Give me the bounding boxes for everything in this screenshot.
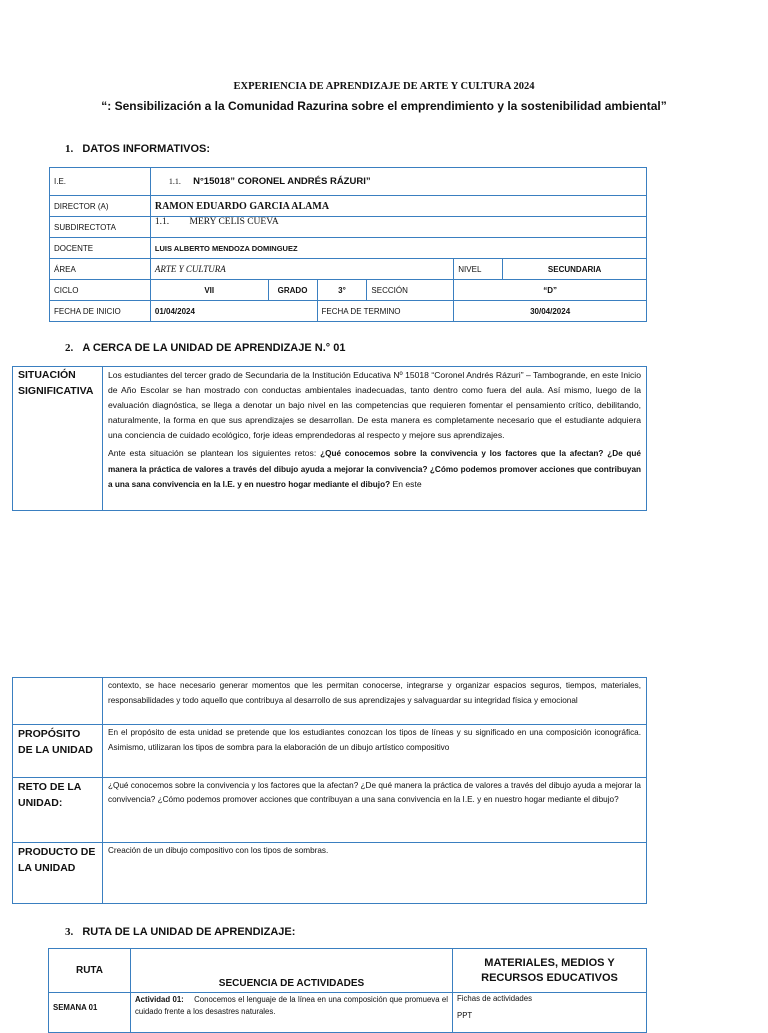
situacion-paragraph-2: Ante esta situación se plantean los siguientes retos: ¿Qué conocemos sobre la convivencia y los factores que la afectan? ¿De qué manera la práctica de valores a través del dibujo ayuda a mejorar la convivencia? ¿Cómo podemos promover acciones que contribuyan a una sana convivencia en la I.E. y en nuestro hogar mediante el dibujo? En este bbox=[108, 448, 641, 489]
actividad-01-label: Actividad 01: bbox=[135, 995, 184, 1004]
section-1-title: DATOS INFORMATIVOS: bbox=[82, 143, 211, 155]
situacion-table bbox=[12, 366, 647, 511]
producto-text: Creación de un dibujo compositivo con los tipos de sombras. bbox=[103, 843, 647, 904]
ciclo-label: CICLO bbox=[50, 280, 151, 301]
actividad-01-text: Conocemos el lenguaje de la línea en una composición que promueva el cuidado frente a los desastres naturales. bbox=[135, 995, 448, 1016]
grado-value: 3° bbox=[317, 280, 367, 301]
material-fichas: Fichas de actividades bbox=[457, 994, 532, 1003]
section-2-title: A CERCA DE LA UNIDAD DE APRENDIZAJE N.° 01 bbox=[82, 342, 346, 354]
datos-informativos-table bbox=[49, 167, 647, 322]
actividad-01-cell bbox=[131, 993, 453, 1033]
section-2-number: 2. bbox=[65, 342, 74, 354]
area-label: ÁREA bbox=[50, 259, 151, 280]
section-1-heading bbox=[65, 143, 210, 155]
fecha-termino-label: FECHA DE TERMINO bbox=[317, 301, 454, 322]
ruta-header: RUTA bbox=[49, 949, 131, 993]
material-ppt: PPT bbox=[457, 1011, 473, 1020]
nivel-label: NIVEL bbox=[454, 259, 503, 280]
fecha-inicio-label: FECHA DE INICIO bbox=[50, 301, 151, 322]
reto-label: RETO DE LA UNIDAD: bbox=[13, 777, 103, 843]
section-1-number: 1. bbox=[65, 143, 74, 155]
ruta-table bbox=[48, 948, 647, 1033]
section-3-title: RUTA DE LA UNIDAD DE APRENDIZAJE: bbox=[82, 926, 296, 938]
area-value: ARTE Y CULTURA bbox=[150, 259, 453, 280]
docente-label: DOCENTE bbox=[50, 238, 151, 259]
seccion-label: SECCIÓN bbox=[367, 280, 454, 301]
materiales-header: MATERIALES, MEDIOS Y RECURSOS EDUCATIVOS bbox=[453, 949, 647, 993]
fecha-termino-value: 30/04/2024 bbox=[454, 301, 647, 322]
situacion-text bbox=[103, 367, 647, 511]
nivel-value: SECUNDARIA bbox=[503, 259, 647, 280]
document-subtitle: “: Sensibilización a la Comunidad Razurina sobre el emprendimiento y la sostenibilidad ambiental” bbox=[101, 99, 667, 113]
director-value: RAMON EDUARDO GARCIA ALAMA bbox=[150, 196, 646, 217]
situacion-continuation-label bbox=[13, 678, 103, 725]
fecha-inicio-value: 01/04/2024 bbox=[150, 301, 317, 322]
document-title: EXPERIENCIA DE APRENDIZAJE DE ARTE Y CULTURA 2024 bbox=[233, 81, 535, 92]
materiales-cell bbox=[453, 993, 647, 1033]
proposito-label: PROPÓSITO DE LA UNIDAD bbox=[13, 725, 103, 777]
secuencia-header: SECUENCIA DE ACTIVIDADES bbox=[131, 949, 453, 993]
section-3-number: 3. bbox=[65, 926, 74, 938]
section-2-heading bbox=[65, 342, 345, 354]
ie-label: I.E. bbox=[50, 168, 151, 196]
situacion-continuation-text: contexto, se hace necesario generar momentos que les permitan conocerse, integrarse y organizar espacios seguros, tiempos, materiales, responsabilidades y todo aquello que contribuya al desarrollo de sus aprendizajes y salvaguardar su integridad física y emocional bbox=[103, 678, 647, 725]
subdirector-value: 1.1. MERY CELIS CUEVA bbox=[150, 217, 646, 238]
grado-label: GRADO bbox=[268, 280, 317, 301]
situacion-paragraph-1: Los estudiantes del tercer grado de Secundaria de la Institución Educativa Nº 15018 “Coronel Andrés Rázuri” – Tambogrande, en este Inicio de Año Escolar se han mostrado con conductas ambientales inadecuadas, tanto dentro como fuera del aula. Así mismo, luego de la evaluación diagnóstica, se llega a denotar un bajo nivel en las competencias que requieren fomentar el pensamiento crítico, debilitando, naturalmente, la forma en que sus aprendizajes se desarrollan. De esta manera es completamente necesario que el estudiante adquiera una conciencia de cuidado ecológico, forje ideas emprendedoras al respecto y mejore sus aprendizajes. bbox=[108, 370, 641, 440]
reto-text: ¿Qué conocemos sobre la convivencia y los factores que la afectan? ¿De qué manera la práctica de valores a través del dibujo ayuda a mejorar la convivencia? ¿Cómo podemos promover acciones que contribuyan a una sana convivencia en la I.E. y en nuestro hogar mediante el dibujo? bbox=[103, 777, 647, 843]
director-label: DIRECTOR (A) bbox=[50, 196, 151, 217]
proposito-text: En el propósito de esta unidad se pretende que los estudiantes conozcan los tipos de líneas y su significado en una composición iconográfica. Asimismo, utilizaran los tipos de sombra para la elaboración de un dibujo artístico compositivo bbox=[103, 725, 647, 777]
ciclo-value: VII bbox=[150, 280, 268, 301]
seccion-value: “D” bbox=[454, 280, 647, 301]
producto-label: PRODUCTO DE LA UNIDAD bbox=[13, 843, 103, 904]
docente-value: LUIS ALBERTO MENDOZA DOMINGUEZ bbox=[150, 238, 646, 259]
ie-value: 1.1. N°15018” CORONEL ANDRÉS RÁZURI” bbox=[150, 168, 646, 196]
semana-01-cell: SEMANA 01 bbox=[49, 993, 131, 1033]
situacion-label: SITUACIÓN SIGNIFICATIVA bbox=[13, 367, 103, 511]
subdirector-label: SUBDIRECTOTA bbox=[50, 217, 151, 238]
section-3-heading bbox=[65, 926, 295, 938]
unidad-table bbox=[12, 677, 647, 904]
